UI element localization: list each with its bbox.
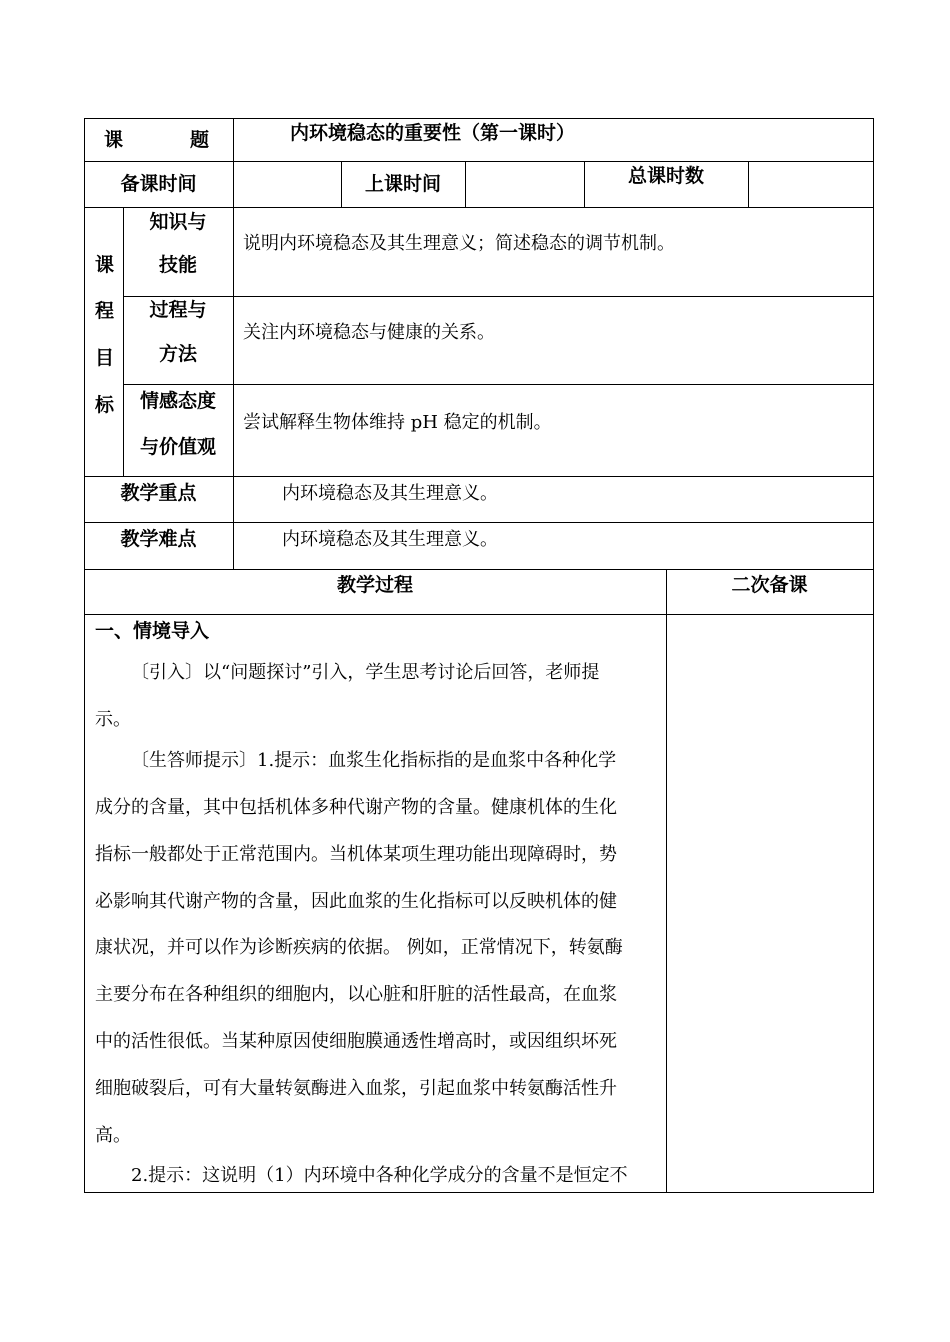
objectives-group-label-1: 课	[95, 254, 115, 276]
table-border-right	[873, 118, 874, 1193]
section-title: 一、情境导入	[95, 620, 210, 642]
difficult-points-label: 教学难点	[120, 528, 197, 550]
topic-label-a: 课	[104, 129, 124, 151]
topic-label-b: 题	[190, 129, 210, 151]
table-divider	[84, 614, 874, 615]
process-header: 教学过程	[336, 574, 413, 596]
objective-label-attitude-1: 情感态度	[139, 390, 216, 412]
table-divider	[123, 384, 874, 385]
table-divider-vertical	[666, 569, 667, 1193]
table-divider	[123, 296, 874, 297]
table-border-top	[84, 118, 874, 119]
process-line: 成分的含量，其中包括机体多种代谢产物的含量。健康机体的生化	[95, 797, 617, 818]
table-border-left	[84, 118, 85, 1193]
process-line: 2.提示：这说明（1）内环境中各种化学成分的含量不是恒定不	[131, 1165, 628, 1186]
process-line: 示。	[95, 709, 131, 730]
table-divider-vertical	[465, 161, 466, 207]
class-time-label: 上课时间	[364, 173, 441, 195]
objectives-group-label-2: 程	[95, 300, 115, 322]
objective-label-knowledge-2: 技能	[158, 254, 197, 276]
process-line: 细胞破裂后，可有大量转氨酶进入血浆，引起血浆中转氨酶活性升	[95, 1078, 617, 1099]
objective-label-knowledge-1: 知识与	[149, 211, 207, 233]
objective-text-process: 关注内环境稳态与健康的关系。	[243, 322, 495, 343]
table-divider	[84, 207, 874, 208]
difficult-points-text: 内环境稳态及其生理意义。	[282, 529, 498, 550]
process-line: 必影响其代谢产物的含量，因此血浆的生化指标可以反映机体的健	[95, 891, 617, 912]
table-divider	[84, 476, 874, 477]
key-points-text: 内环境稳态及其生理意义。	[282, 483, 498, 504]
objective-label-process-2: 方法	[158, 343, 197, 365]
prep-time-label: 备课时间	[120, 173, 197, 195]
process-line: 指标一般都处于正常范围内。当机体某项生理功能出现障碍时，势	[95, 844, 617, 865]
key-points-label: 教学重点	[120, 482, 197, 504]
table-border-bottom	[84, 1192, 874, 1193]
table-divider	[84, 161, 874, 162]
table-divider-vertical	[748, 161, 749, 207]
process-line: 主要分布在各种组织的细胞内，以心脏和肝脏的活性最高，在血浆	[95, 984, 617, 1005]
process-line: 高。	[95, 1125, 131, 1146]
side-notes-header: 二次备课	[731, 574, 808, 596]
objective-text-knowledge: 说明内环境稳态及其生理意义；简述稳态的调节机制。	[243, 233, 675, 254]
table-divider-vertical	[233, 118, 234, 569]
objective-text-attitude: 尝试解释生物体维持 pH 稳定的机制。	[243, 412, 552, 433]
process-line: 〔引入〕以“问题探讨”引入，学生思考讨论后回答，老师提	[131, 662, 600, 683]
process-line: 中的活性很低。当某种原因使细胞膜通透性增高时，或因组织坏死	[95, 1031, 617, 1052]
objectives-group-label-3: 目	[95, 347, 115, 369]
total-hours-label: 总课时数	[627, 165, 704, 187]
objective-label-process-1: 过程与	[149, 299, 207, 321]
process-line: 〔生答师提示〕1.提示：血浆生化指标指的是血浆中各种化学	[131, 750, 617, 771]
table-divider	[84, 522, 874, 523]
objectives-group-label-4: 标	[95, 394, 115, 416]
table-divider	[84, 569, 874, 570]
topic-value: 内环境稳态的重要性（第一课时）	[290, 122, 576, 144]
process-line: 康状况，并可以作为诊断疾病的依据。 例如，正常情况下，转氨酶	[95, 937, 623, 958]
objective-label-attitude-2: 与价值观	[139, 436, 216, 458]
